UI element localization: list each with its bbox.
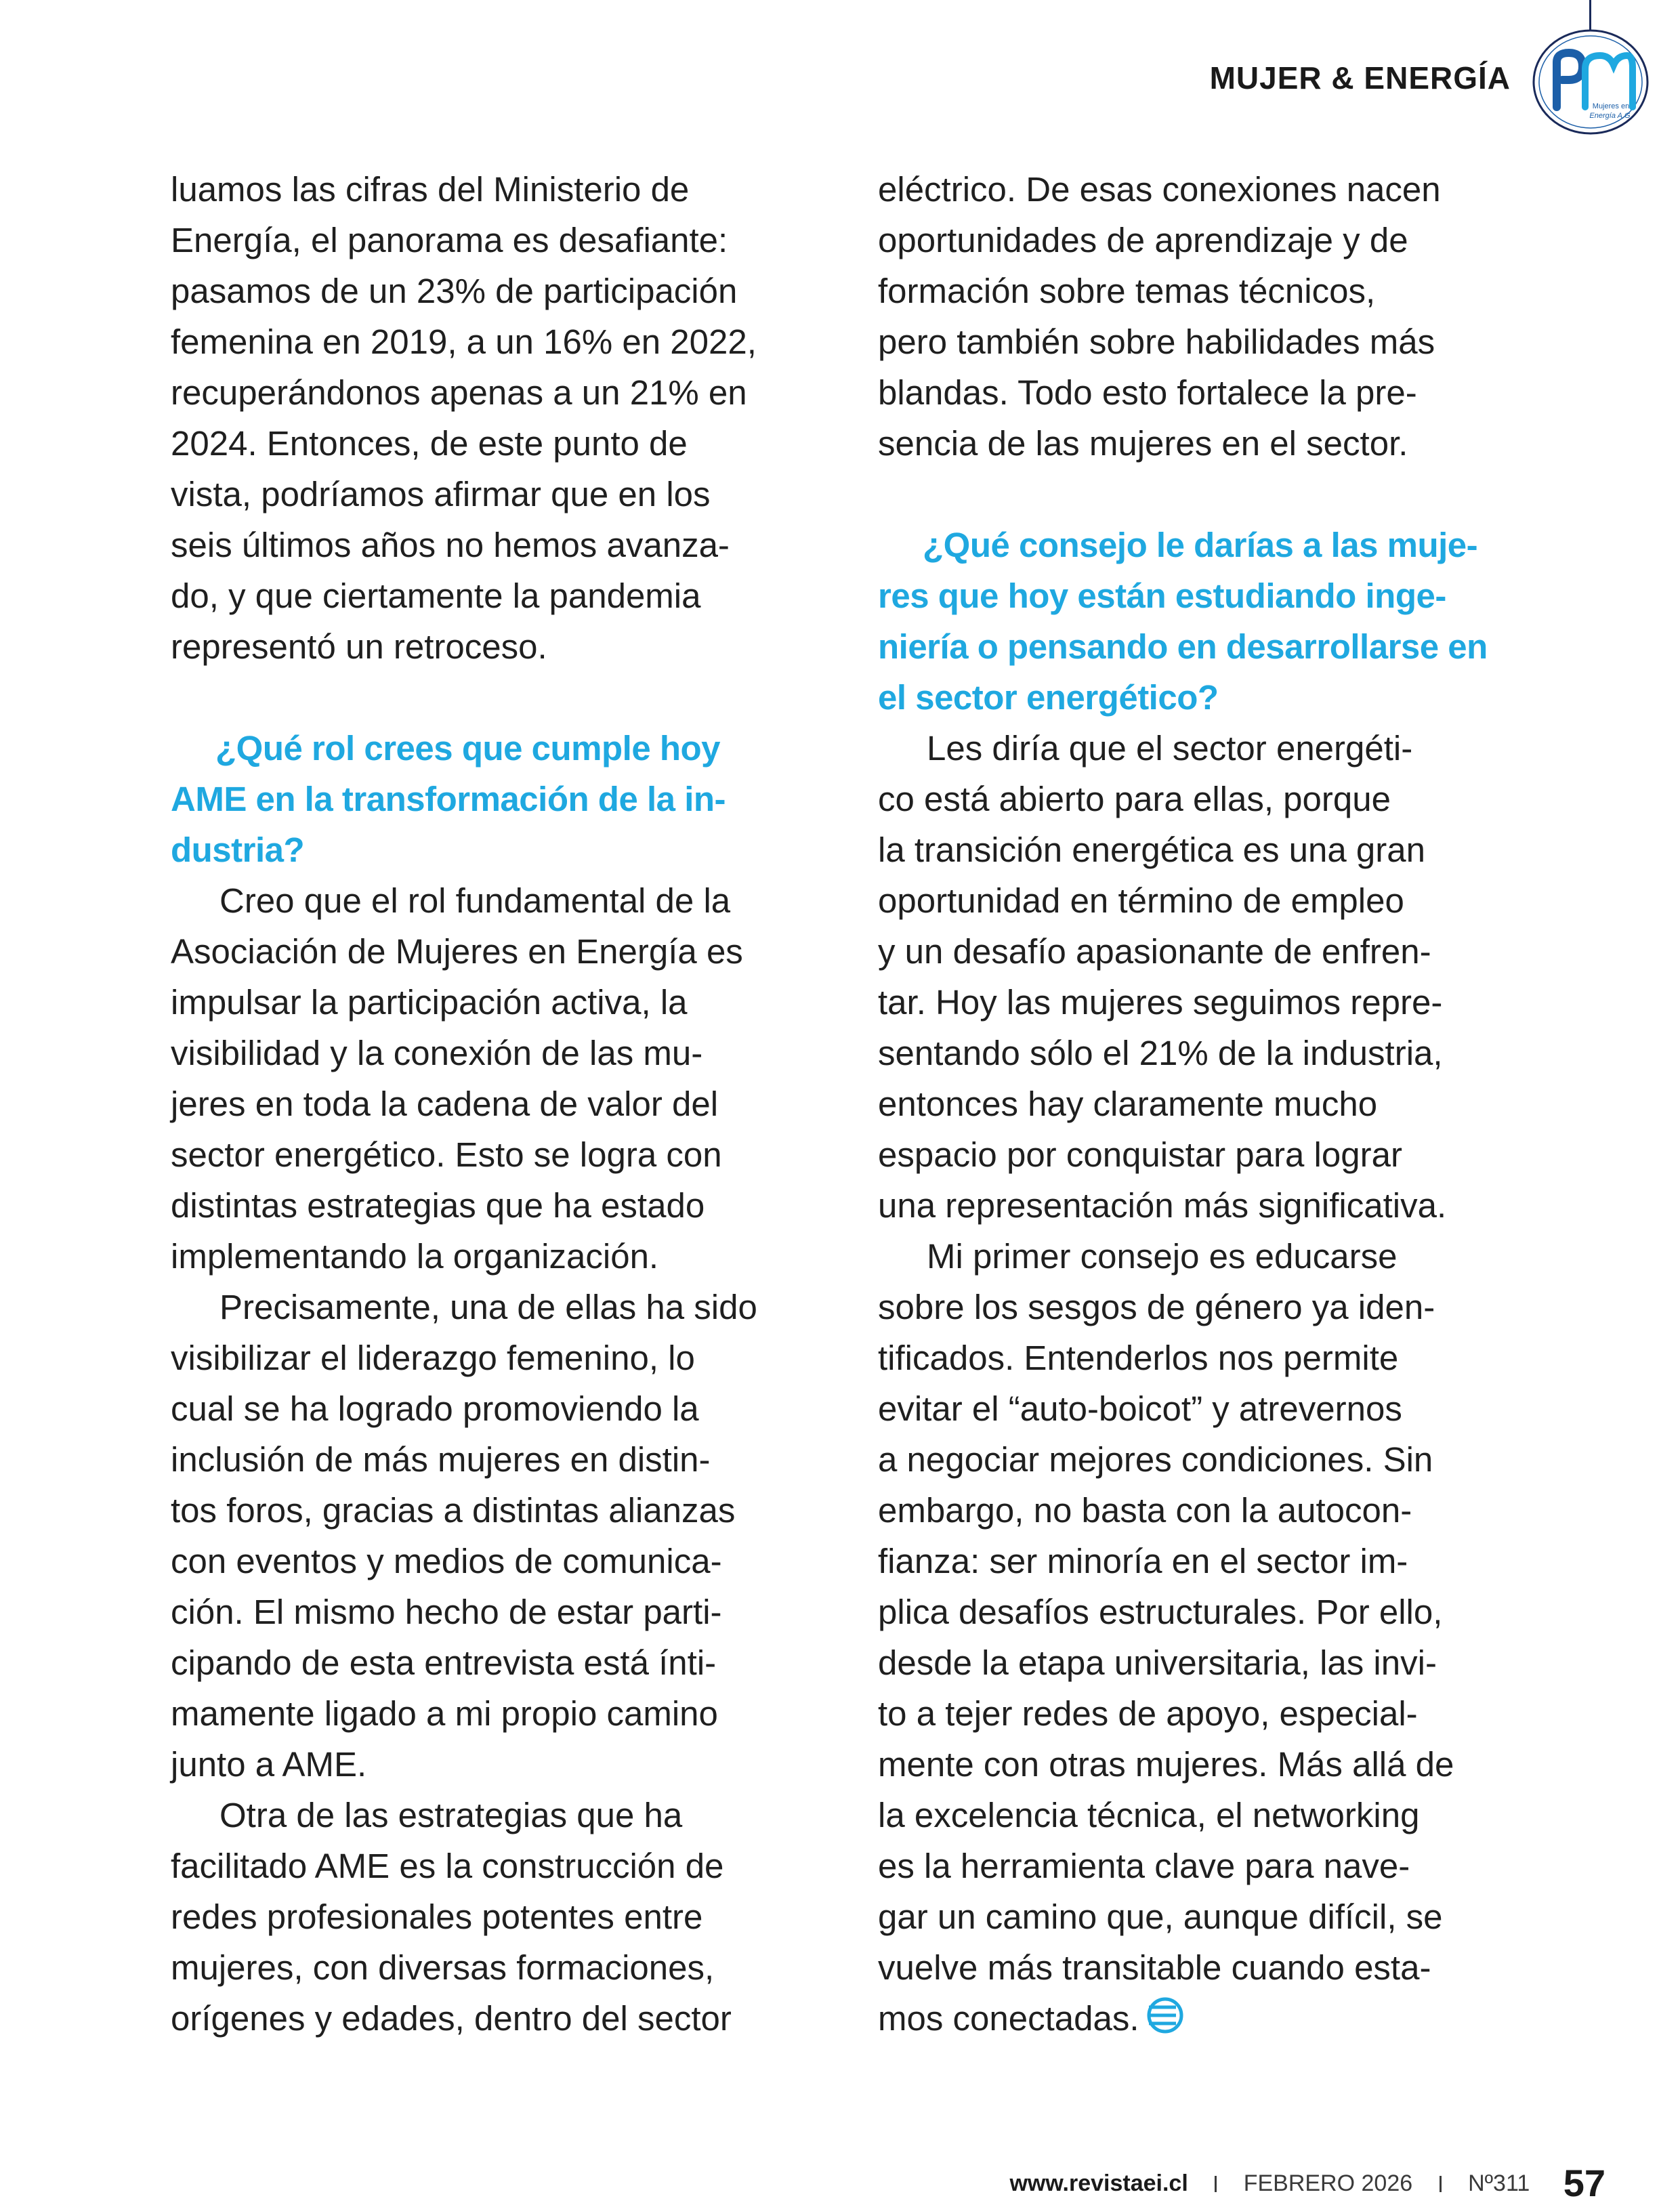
- text-line: evitar el “auto-boicot” y atrevernos: [878, 1389, 1402, 1428]
- question-heading: [171, 723, 841, 875]
- footer-separator: [1440, 2176, 1442, 2192]
- text-line: y un desafío apasionante de enfren-: [878, 932, 1431, 971]
- text-line: co está abierto para ellas, porque: [878, 780, 1391, 818]
- text-line: niería o pensando en desarrollarse en: [878, 627, 1488, 666]
- text-line: jeres en toda la cadena de valor del: [171, 1085, 719, 1123]
- text-line: junto a AME.: [171, 1745, 367, 1784]
- text-line: sentando sólo el 21% de la industria,: [878, 1034, 1443, 1072]
- page-footer: [1009, 2161, 1605, 2205]
- logo-connector-line: [1589, 0, 1591, 30]
- text-line: pasamos de un 23% de participación: [171, 272, 738, 310]
- text-line: to a tejer redes de apoyo, especial-: [878, 1694, 1418, 1733]
- text-line: AME en la transformación de la in-: [171, 780, 726, 818]
- text-line: vuelve más transitable cuando esta-: [878, 1948, 1431, 1987]
- text-line: orígenes y edades, dentro del sector: [171, 1999, 732, 2038]
- text-line: eléctrico. De esas conexiones nacen: [878, 170, 1441, 209]
- text-line: Precisamente, una de ellas ha sido: [219, 1288, 757, 1326]
- text-line: cipando de esta entrevista está ínti-: [171, 1643, 717, 1682]
- text-line: recuperándonos apenas a un 21% en: [171, 373, 747, 412]
- text-line: 2024. Entonces, de este punto de: [171, 424, 688, 463]
- svg-text:Mujeres en: Mujeres en: [1592, 102, 1630, 110]
- text-line: Otra de las estrategias que ha: [219, 1796, 683, 1834]
- text-line: facilitado AME es la construcción de: [171, 1847, 724, 1885]
- footer-separator: [1215, 2176, 1217, 2192]
- text-line: do, y que ciertamente la pandemia: [171, 576, 701, 615]
- text-line: fianza: ser minoría en el sector im-: [878, 1542, 1408, 1580]
- ame-logo-icon: [1530, 27, 1652, 137]
- text-line: oportunidad en término de empleo: [878, 881, 1404, 920]
- end-mark-icon: [1146, 1996, 1184, 2034]
- text-line: tos foros, gracias a distintas alianzas: [171, 1491, 736, 1530]
- text-line: la excelencia técnica, el networking: [878, 1796, 1420, 1834]
- issue-number: Nº311: [1468, 2170, 1530, 2196]
- left-column: [171, 164, 841, 2044]
- text-line: visibilidad y la conexión de las mu-: [171, 1034, 703, 1072]
- text-line: ción. El mismo hecho de estar parti-: [171, 1593, 722, 1631]
- text-line: distintas estrategias que ha estado: [171, 1186, 705, 1225]
- text-line: representó un retroceso.: [171, 627, 547, 666]
- text-line: desde la etapa universitaria, las invi-: [878, 1643, 1437, 1682]
- paragraph: [878, 723, 1549, 1231]
- text-line: la transición energética es una gran: [878, 831, 1426, 869]
- text-line: oportunidades de aprendizaje y de: [878, 221, 1408, 259]
- text-line: visibilizar el liderazgo femenino, lo: [171, 1339, 695, 1377]
- text-line: blandas. Todo esto fortalece la pre-: [878, 373, 1417, 412]
- text-line: impulsar la participación activa, la: [171, 983, 688, 1022]
- text-line: mente con otras mujeres. Más allá de: [878, 1745, 1454, 1784]
- right-column: [878, 164, 1549, 2044]
- text-line: tar. Hoy las mujeres seguimos repre-: [878, 983, 1443, 1022]
- text-line: es la herramienta clave para nave-: [878, 1847, 1410, 1885]
- text-line: sobre los sesgos de género ya iden-: [878, 1288, 1435, 1326]
- text-line: inclusión de más mujeres en distin-: [171, 1440, 711, 1479]
- page-number: 57: [1563, 2162, 1605, 2204]
- text-line: res que hoy están estudiando inge-: [878, 576, 1446, 615]
- text-line: Les diría que el sector energéti-: [927, 729, 1413, 768]
- text-line: sector energético. Esto se logra con: [171, 1135, 722, 1174]
- text-line: Mi primer consejo es educarse: [927, 1237, 1398, 1276]
- text-line: dustria?: [171, 831, 305, 869]
- section-title: MUJER & ENERGÍA: [1209, 60, 1511, 96]
- paragraph: [878, 164, 1549, 469]
- text-line: Creo que el rol fundamental de la: [219, 881, 731, 920]
- text-line: pero también sobre habilidades más: [878, 322, 1435, 361]
- text-line: mujeres, con diversas formaciones,: [171, 1948, 715, 1987]
- issue-date: FEBRERO 2026: [1243, 2170, 1413, 2196]
- text-line: embargo, no basta con la autocon-: [878, 1491, 1412, 1530]
- text-line: vista, podríamos afirmar que en los: [171, 475, 711, 513]
- text-line: el sector energético?: [878, 678, 1219, 717]
- text-line: cual se ha logrado promoviendo la: [171, 1389, 699, 1428]
- paragraph: [878, 1231, 1549, 2044]
- text-line: plica desafíos estructurales. Por ello,: [878, 1593, 1443, 1631]
- paragraph: [171, 875, 841, 1282]
- text-line: ¿Qué consejo le darías a las muje-: [923, 526, 1478, 564]
- text-line: espacio por conquistar para lograr: [878, 1135, 1402, 1174]
- text-line: femenina en 2019, a un 16% en 2022,: [171, 322, 757, 361]
- text-line: Energía, el panorama es desafiante:: [171, 221, 728, 259]
- text-line: implementando la organización.: [171, 1237, 659, 1276]
- text-line: redes profesionales potentes entre: [171, 1897, 703, 1936]
- text-line: mamente ligado a mi propio camino: [171, 1694, 718, 1733]
- text-line: sencia de las mujeres en el sector.: [878, 424, 1408, 463]
- text-line: mos conectadas.: [878, 1993, 1549, 2044]
- text-line: luamos las cifras del Ministerio de: [171, 170, 690, 209]
- text-line: una representación más significativa.: [878, 1186, 1447, 1225]
- text-line: tificados. Entenderlos nos permite: [878, 1339, 1399, 1377]
- text-line: gar un camino que, aunque difícil, se: [878, 1897, 1443, 1936]
- paragraph: [171, 164, 841, 672]
- text-line: seis últimos años no hemos avanza-: [171, 526, 730, 564]
- paragraph: [171, 1790, 841, 2044]
- text-line: formación sobre temas técnicos,: [878, 272, 1376, 310]
- text-line: ¿Qué rol crees que cumple hoy: [215, 729, 721, 768]
- text-line: entonces hay claramente mucho: [878, 1085, 1378, 1123]
- paragraph: [171, 1282, 841, 1790]
- text-line: a negociar mejores condiciones. Sin: [878, 1440, 1433, 1479]
- text-line: con eventos y medios de comunica-: [171, 1542, 722, 1580]
- text-line: Asociación de Mujeres en Energía es: [171, 932, 743, 971]
- website-url: www.revistaei.cl: [1009, 2170, 1188, 2196]
- question-heading: [878, 520, 1549, 723]
- svg-text:Energía A.G.: Energía A.G.: [1589, 112, 1633, 120]
